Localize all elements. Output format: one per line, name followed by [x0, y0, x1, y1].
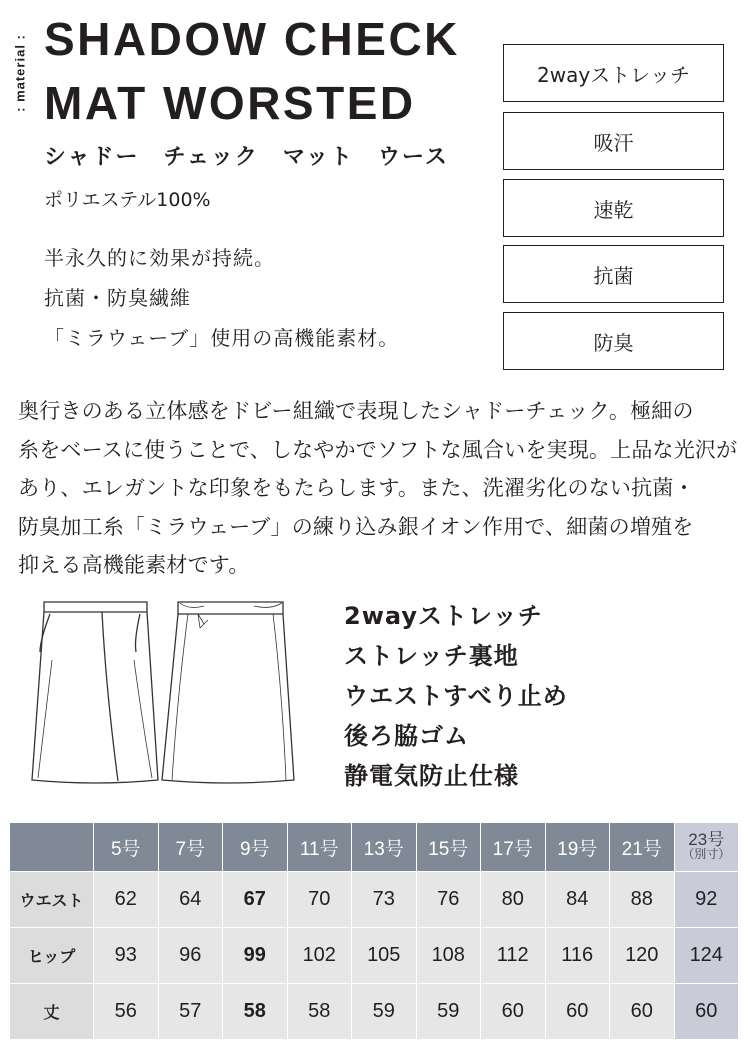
- table-cell: 64: [158, 872, 223, 928]
- spec-item: 静電気防止仕様: [344, 762, 519, 790]
- description-line: 抗菌・防臭繊維: [44, 286, 191, 310]
- spec-item: ストレッチ裏地: [344, 642, 519, 670]
- spec-item: 2wayストレッチ: [344, 602, 543, 630]
- row-label: 丈: [10, 984, 94, 1040]
- table-cell: 116: [545, 928, 610, 984]
- table-row: [10, 984, 739, 1040]
- size-header-cell: 15号: [416, 823, 481, 872]
- spec-list: [344, 596, 568, 796]
- table-cell: 62: [94, 872, 159, 928]
- table-cell: 60: [610, 984, 675, 1040]
- size-note: （別寸）: [682, 847, 731, 861]
- skirt-front-illustration: [30, 600, 160, 785]
- paragraph-line: 糸をベースに使うことで、しなやかでソフトな風合いを実現。上品な光沢が: [18, 437, 738, 462]
- size-header-cell: 13号: [352, 823, 417, 872]
- product-paragraph: [18, 392, 740, 585]
- table-cell: 120: [610, 928, 675, 984]
- kana-name: シャドー チェック マット ウース: [44, 145, 449, 170]
- feature-badge: 防臭: [503, 312, 724, 370]
- table-cell: 76: [416, 872, 481, 928]
- skirt-back-illustration: [158, 600, 298, 785]
- table-cell: 70: [287, 872, 352, 928]
- paragraph-line: 防臭加工糸「ミラウェーブ」の練り込み銀イオン作用で、細菌の増殖を: [18, 514, 694, 539]
- row-label: ヒップ: [10, 928, 94, 984]
- table-cell: 108: [416, 928, 481, 984]
- table-cell: 124: [674, 928, 739, 984]
- table-cell: 96: [158, 928, 223, 984]
- table-cell: 58: [287, 984, 352, 1040]
- table-cell: 99: [223, 928, 288, 984]
- feature-badge: 速乾: [503, 179, 724, 237]
- table-corner: [10, 823, 94, 872]
- spec-item: ウエストすべり止め: [344, 682, 568, 710]
- table-cell: 57: [158, 984, 223, 1040]
- size-header-cell: 5号: [94, 823, 159, 872]
- composition: ポリエステル100%: [44, 189, 211, 211]
- paragraph-line: あり、エレガントな印象をもたらします。また、洗濯劣化のない抗菌・: [18, 476, 695, 500]
- table-cell: 105: [352, 928, 417, 984]
- size-header-row: [10, 823, 739, 872]
- feature-badge: 抗菌: [503, 245, 724, 303]
- row-label: ウエスト: [10, 872, 94, 928]
- table-cell: 80: [481, 872, 546, 928]
- table-cell: 59: [416, 984, 481, 1040]
- table-cell: 56: [94, 984, 159, 1040]
- description-line: 「ミラウェーブ」使用の高機能素材。: [44, 326, 400, 350]
- table-cell: 60: [545, 984, 610, 1040]
- title-line-2: MAT WORSTED: [44, 77, 416, 129]
- size-header-cell-special: [674, 823, 739, 872]
- table-cell: 88: [610, 872, 675, 928]
- paragraph-line: 抑える高機能素材です。: [18, 553, 250, 577]
- size-header-cell: 17号: [481, 823, 546, 872]
- table-cell: 60: [674, 984, 739, 1040]
- table-cell: 59: [352, 984, 417, 1040]
- table-cell: 73: [352, 872, 417, 928]
- table-cell: 67: [223, 872, 288, 928]
- table-cell: 60: [481, 984, 546, 1040]
- size-header-cell: 9号: [223, 823, 288, 872]
- table-cell: 92: [674, 872, 739, 928]
- short-description: [44, 238, 399, 358]
- size-header-cell: 11号: [287, 823, 352, 872]
- table-cell: 93: [94, 928, 159, 984]
- title-line-1: SHADOW CHECK: [44, 13, 460, 65]
- feature-badge: 2wayストレッチ: [503, 44, 724, 102]
- size-label: 23号: [688, 830, 725, 849]
- feature-badge: 吸汗: [503, 112, 724, 170]
- material-label: : material :: [12, 34, 28, 112]
- paragraph-line: 奥行きのある立体感をドビー組織で表現したシャドーチェック。極細の: [18, 399, 694, 423]
- table-row: [10, 872, 739, 928]
- description-line: 半永久的に効果が持続。: [44, 246, 275, 270]
- table-cell: 112: [481, 928, 546, 984]
- spec-item: 後ろ脇ゴム: [344, 722, 469, 750]
- table-row: [10, 928, 739, 984]
- table-cell: 102: [287, 928, 352, 984]
- size-header-cell: 19号: [545, 823, 610, 872]
- table-cell: 58: [223, 984, 288, 1040]
- table-cell: 84: [545, 872, 610, 928]
- size-header-cell: 7号: [158, 823, 223, 872]
- size-table: [9, 822, 739, 1040]
- size-header-cell: 21号: [610, 823, 675, 872]
